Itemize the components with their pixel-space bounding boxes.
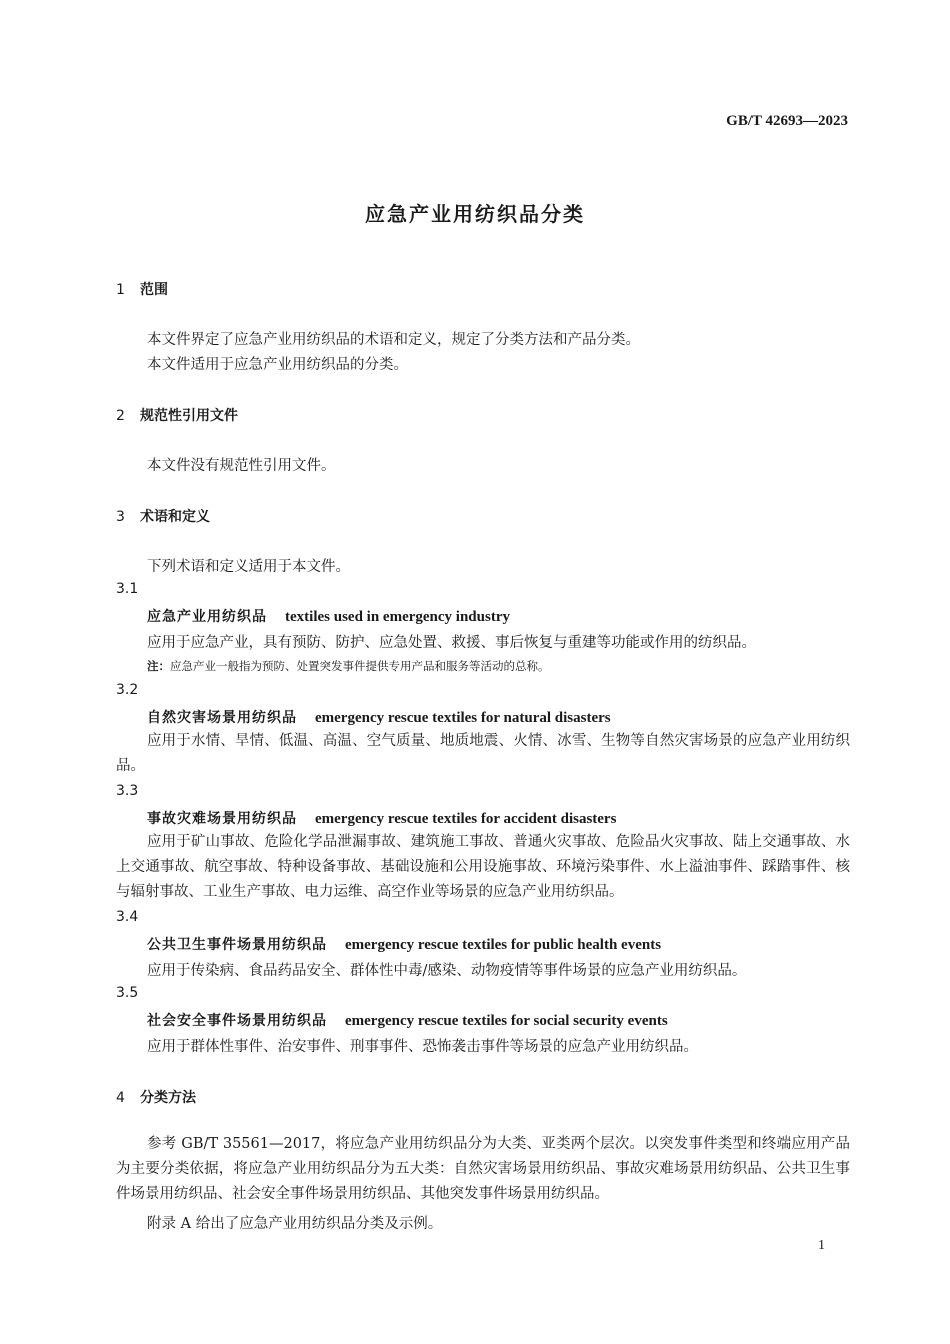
- term-zh: 应急产业用纺织品: [147, 609, 267, 625]
- page-number: 1: [818, 1238, 825, 1253]
- term-definition: 应用于水情、旱情、低温、高温、空气质量、地质地震、火情、冰雪、生物等自然灾害场景的应急产业用纺织品。: [116, 733, 850, 774]
- term-zh: 事故灾难场景用纺织品: [147, 811, 297, 827]
- term-heading: [147, 808, 616, 828]
- paragraph: 本文件界定了应急产业用纺织品的术语和定义，规定了分类方法和产品分类。: [147, 332, 640, 348]
- section-2-heading: [116, 405, 238, 425]
- term-heading: [147, 1010, 668, 1030]
- term-en: emergency rescue textiles for natural disasters: [315, 710, 611, 726]
- section-number: 4: [116, 1090, 125, 1106]
- section-title: 分类方法: [140, 1090, 196, 1106]
- term-en: emergency rescue textiles for social security events: [345, 1013, 668, 1029]
- section-title: 规范性引用文件: [140, 408, 238, 424]
- document-title: 应急产业用纺织品分类: [365, 202, 585, 226]
- section-number: 2: [116, 408, 125, 424]
- term-definition: 应用于群体性事件、治安事件、刑事事件、恐怖袭击事件等场景的应急产业用纺织品。: [147, 1039, 698, 1055]
- section-3-heading: [116, 506, 210, 526]
- term-en: textiles used in emergency industry: [285, 609, 510, 625]
- term-definition: 应用于矿山事故、危险化学品泄漏事故、建筑施工事故、普通火灾事故、危险品火灾事故、陆上交通事故、水上交通事故、航空事故、特种设备事故、基础设施和公用设施事故、环境污染事件、水上溢油事件、踩踏事件、核与辐射事故、工业生产事故、电力运维、高空作业等场景的应急产业用纺织品。: [116, 834, 850, 900]
- paragraph: 下列术语和定义适用于本文件。: [147, 559, 350, 575]
- term-en: emergency rescue textiles for accident disasters: [315, 811, 617, 827]
- term-number: 3.2: [116, 682, 139, 698]
- term-heading: [147, 707, 611, 727]
- section-title: 术语和定义: [140, 509, 210, 525]
- term-number: 3.3: [116, 783, 139, 799]
- term-number: 3.1: [116, 581, 139, 597]
- section-number: 1: [116, 282, 125, 298]
- term-number: 3.4: [116, 909, 139, 925]
- paragraph: 本文件适用于应急产业用纺织品的分类。: [147, 357, 408, 373]
- note-label: 注：: [147, 659, 170, 673]
- standard-code: GB/T 42693—2023: [726, 113, 848, 129]
- term-heading: [147, 606, 510, 626]
- note-text: 应急产业一般指为预防、处置突发事件提供专用产品和服务等活动的总称。: [170, 659, 550, 673]
- paragraph: 参考 GB/T 35561—2017，将应急产业用纺织品分为大类、亚类两个层次。以突发事件类型和终端应用产品为主要分类依据，将应急产业用纺织品分为五大类：自然灾害场景用纺织品、事故灾难场景用纺织品、公共卫生事件场景用纺织品、社会安全事件场景用纺织品、其他突发事件场景用纺织品。: [116, 1136, 850, 1202]
- term-en: emergency rescue textiles for public health events: [345, 937, 662, 953]
- term-definition: 应用于传染病、食品药品安全、群体性中毒/感染、动物疫情等事件场景的应急产业用纺织品。: [147, 963, 747, 979]
- paragraph: 本文件没有规范性引用文件。: [147, 458, 336, 474]
- section-1-heading: [116, 279, 168, 299]
- paragraph: 附录 A 给出了应急产业用纺织品分类及示例。: [147, 1216, 443, 1232]
- term-number: 3.5: [116, 985, 139, 1001]
- note: [147, 658, 550, 674]
- term-zh: 公共卫生事件场景用纺织品: [147, 937, 327, 953]
- term-zh: 社会安全事件场景用纺织品: [147, 1013, 327, 1029]
- term-heading: [147, 934, 661, 954]
- section-number: 3: [116, 509, 125, 525]
- section-title: 范围: [140, 282, 168, 298]
- term-zh: 自然灾害场景用纺织品: [147, 710, 297, 726]
- term-definition: 应用于应急产业，具有预防、防护、应急处置、救援、事后恢复与重建等功能或作用的纺织品。: [147, 635, 756, 651]
- section-4-heading: [116, 1087, 196, 1107]
